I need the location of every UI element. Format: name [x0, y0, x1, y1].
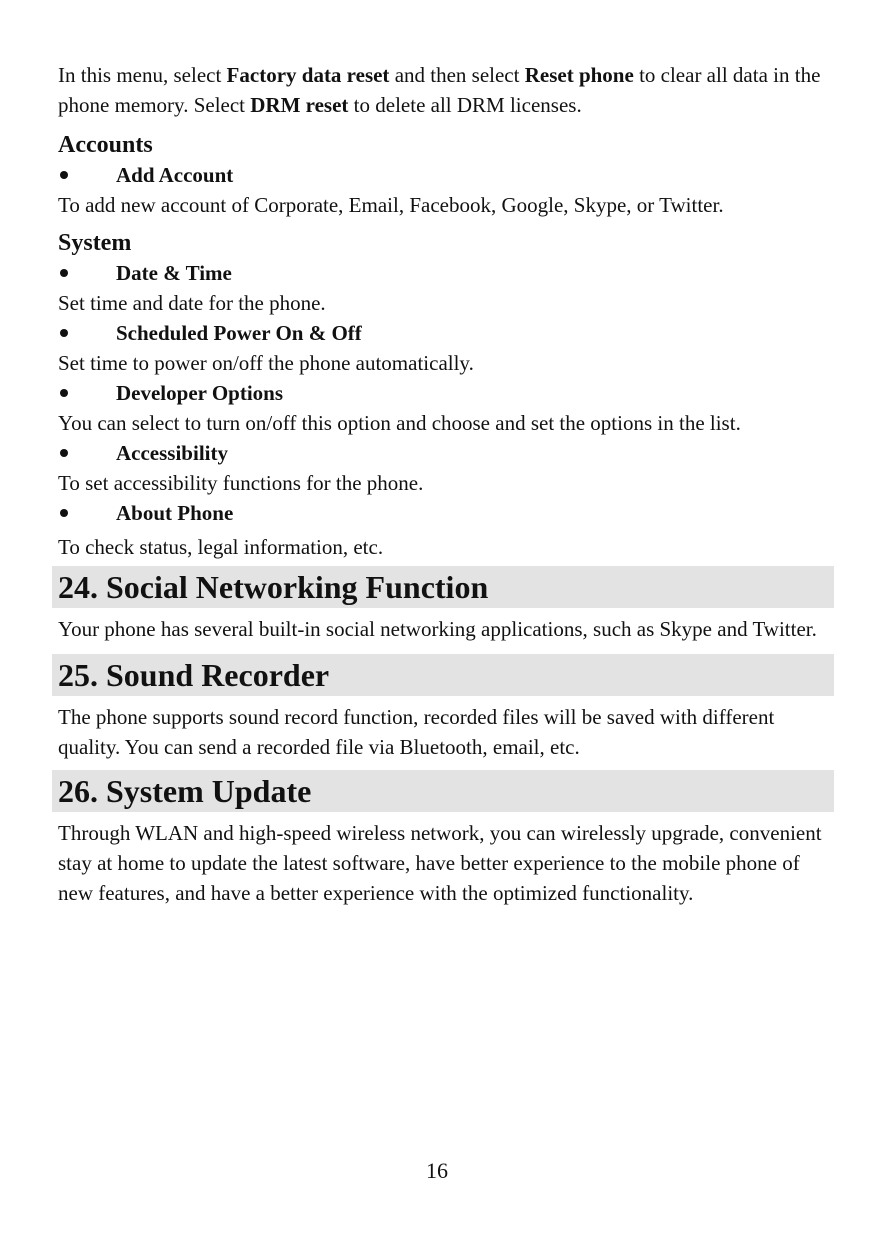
document-page [58, 60, 828, 908]
bullet-dot-icon [60, 389, 68, 397]
chapter-heading-social-networking: 24. Social Networking Function [52, 566, 834, 608]
bullet-label: Scheduled Power On & Off [116, 321, 362, 345]
bullet-dot-icon [60, 329, 68, 337]
bullet-label: Developer Options [116, 381, 284, 405]
bullet-label: About Phone [116, 501, 234, 525]
accounts-heading: Accounts [58, 132, 153, 158]
intro-text-4: to delete all DRM licenses. [348, 93, 582, 117]
page-number: 16 [426, 1158, 448, 1183]
system-heading: System [58, 230, 132, 256]
bullet-dot-icon [60, 171, 68, 179]
factory-data-reset-term: Factory data reset [226, 63, 390, 87]
bullet-label: Date & Time [116, 261, 232, 285]
bullet-label: Add Account [116, 163, 234, 187]
bullet-description: Set time and date for the phone. [58, 291, 326, 315]
bullet-dot-icon [60, 449, 68, 457]
bullet-dot-icon [60, 269, 68, 277]
bullet-scheduled-power [58, 318, 828, 348]
intro-text-3: to clear all data in the phone memory. Select [58, 63, 821, 117]
bullet-description: To add new account of Corporate, Email, Facebook, Google, Skype, or Twitter. [58, 193, 724, 217]
intro-text-2: and then select [389, 63, 525, 87]
bullet-description: To check status, legal information, etc. [58, 535, 384, 559]
bullet-description: To set accessibility functions for the phone. [58, 471, 424, 495]
bullet-add-account [58, 160, 828, 190]
chapter-body: The phone supports sound record function, recorded files will be saved with different quality. You can send a recorded file via Bluetooth, email, etc. [58, 705, 775, 759]
chapter-heading-sound-recorder: 25. Sound Recorder [52, 654, 834, 696]
bullet-description: You can select to turn on/off this option and choose and set the options in the list. [58, 411, 741, 435]
intro-text-1: In this menu, select [58, 63, 227, 87]
chapter-body: Your phone has several built-in social networking applications, such as Skype and Twitter. [58, 617, 817, 641]
bullet-accessibility [58, 438, 828, 468]
bullet-description: Set time to power on/off the phone automatically. [58, 351, 474, 375]
bullet-date-time [58, 258, 828, 288]
reset-phone-term: Reset phone [524, 63, 634, 87]
bullet-dot-icon [60, 509, 68, 517]
bullet-developer-options [58, 378, 828, 408]
bullet-about-phone [58, 498, 828, 528]
bullet-label: Accessibility [116, 441, 228, 465]
chapter-heading-system-update: 26. System Update [52, 770, 834, 812]
chapter-body: Through WLAN and high-speed wireless network, you can wirelessly upgrade, convenient stay at home to update the latest software, have better experience to the mobile phone of new features, and have a better experience with the optimized functionality. [58, 821, 822, 905]
drm-reset-term: DRM reset [250, 93, 349, 117]
intro-paragraph [58, 60, 828, 120]
